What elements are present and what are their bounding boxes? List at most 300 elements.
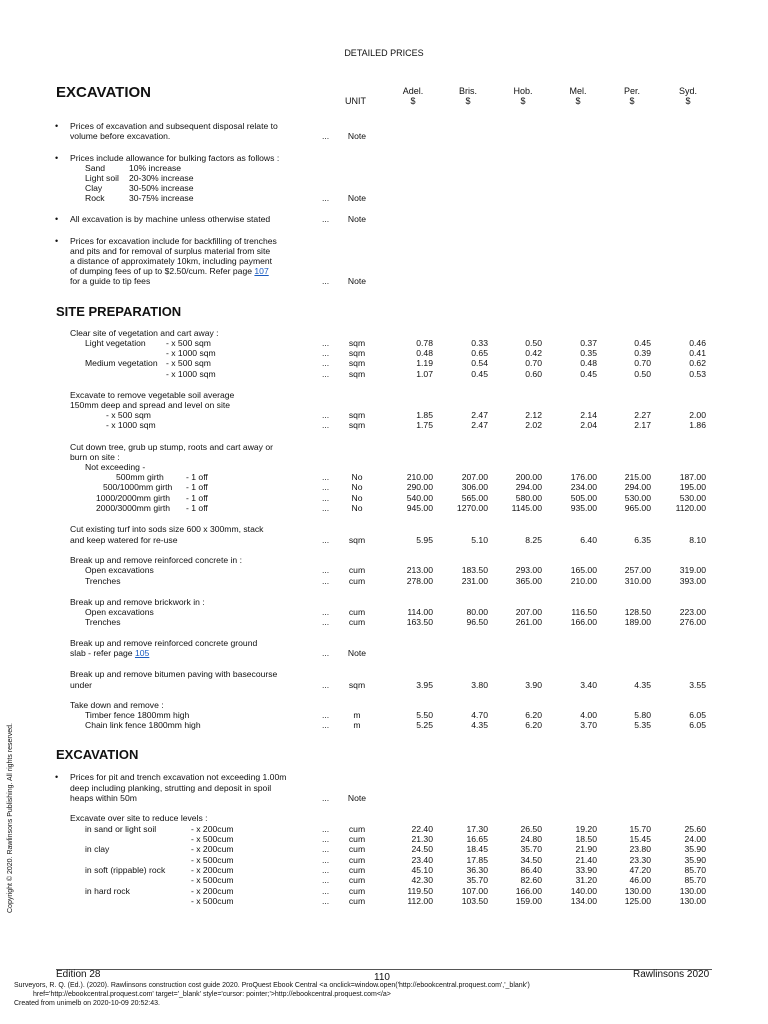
item-qualifier: - x 500 sqm — [166, 338, 211, 348]
price-cell: 25.60 — [684, 824, 706, 834]
brand-label: Rawlinsons 2020 — [633, 969, 710, 980]
unit-cell: Note — [347, 793, 367, 803]
section-heading: SITE PREPARATION — [56, 304, 182, 319]
price-cell: 2.47 — [471, 410, 488, 420]
leader-dots: ... — [322, 896, 330, 906]
price-cell: 3.90 — [525, 680, 542, 690]
price-cell: 257.00 — [624, 565, 651, 575]
price-cell: 24.00 — [684, 834, 706, 844]
price-cell: 294.00 — [624, 482, 651, 492]
item-description: in soft (rippable) rock — [85, 865, 166, 875]
price-cell: 189.00 — [624, 617, 651, 627]
price-cell: 46.00 — [629, 875, 651, 885]
unit-cell: Note — [347, 214, 367, 224]
price-cell: 6.35 — [634, 535, 651, 545]
currency-label: $ — [629, 96, 635, 106]
unit-cell: No — [351, 503, 363, 513]
price-cell: 17.85 — [466, 855, 488, 865]
item-qualifier: - x 1000 sqm — [166, 369, 216, 379]
price-cell: 134.00 — [570, 896, 597, 906]
currency-label: $ — [465, 96, 471, 106]
item-description: of dumping fees of up to $2.50/cum. Refer page 107 — [70, 266, 269, 276]
price-cell: 163.50 — [406, 617, 433, 627]
city-column-header: Syd. — [678, 86, 697, 96]
item-description: Prices of excavation and subsequent disposal relate to — [70, 121, 278, 131]
price-cell: 4.70 — [471, 710, 488, 720]
price-cell: 125.00 — [624, 896, 651, 906]
item-description: in clay — [85, 844, 110, 854]
price-cell: 207.00 — [461, 472, 488, 482]
unit-cell: Note — [347, 276, 367, 286]
price-cell: 6.20 — [525, 710, 542, 720]
unit-cell: cum — [348, 576, 366, 586]
item-description: and keep watered for re-use — [70, 535, 178, 545]
price-cell: 187.00 — [679, 472, 706, 482]
item-description: Open excavations — [85, 607, 154, 617]
price-cell: 116.50 — [571, 607, 597, 617]
unit-cell: m — [353, 720, 361, 730]
price-cell: 207.00 — [515, 607, 542, 617]
leader-dots: ... — [322, 617, 330, 627]
price-cell: 45.10 — [411, 865, 433, 875]
item-qualifier: - x 500cum — [191, 834, 234, 844]
unit-cell: sqm — [348, 420, 366, 430]
leader-dots: ... — [322, 607, 330, 617]
leader-dots: ... — [322, 420, 330, 430]
price-cell: 213.00 — [406, 565, 433, 575]
leader-dots: ... — [322, 193, 330, 203]
price-cell: 4.35 — [634, 680, 651, 690]
price-cell: 3.40 — [580, 680, 597, 690]
price-cell: 0.42 — [525, 348, 542, 358]
price-cell: 6.40 — [580, 535, 597, 545]
price-cell: 86.40 — [520, 865, 542, 875]
price-cell: 261.00 — [515, 617, 542, 627]
price-cell: 23.30 — [629, 855, 651, 865]
price-cell: 319.00 — [679, 565, 706, 575]
leader-dots: ... — [322, 576, 330, 586]
price-cell: 130.00 — [679, 886, 706, 896]
page-reference-link[interactable]: 105 — [134, 648, 150, 658]
price-cell: 23.40 — [411, 855, 433, 865]
price-cell: 0.54 — [471, 358, 488, 368]
bullet-icon: • — [55, 236, 59, 246]
price-cell: 112.00 — [407, 896, 433, 906]
price-cell: 159.00 — [515, 896, 542, 906]
leader-dots: ... — [322, 648, 330, 658]
price-cell: 119.50 — [407, 886, 433, 896]
price-cell: 0.53 — [689, 369, 706, 379]
item-qualifier: - 1 off — [186, 493, 208, 503]
unit-cell: cum — [348, 617, 366, 627]
citation-line-1: Surveyors, R. Q. (Ed.). (2020). Rawlinsons construction cost guide 2020. ProQuest Ebook Central <a onclick=window.open('http://ebookcentral.proquest.com','_blank') — [14, 982, 530, 989]
unit-cell: cum — [348, 565, 366, 575]
leader-dots: ... — [322, 886, 330, 896]
item-qualifier: - x 500cum — [191, 875, 234, 885]
item-description: Medium vegetation — [85, 358, 158, 368]
leader-dots: ... — [322, 493, 330, 503]
item-description: in hard rock — [85, 886, 130, 896]
price-cell: 35.90 — [684, 855, 706, 865]
leader-dots: ... — [322, 369, 330, 379]
price-cell: 6.05 — [689, 710, 706, 720]
price-cell: 5.50 — [416, 710, 433, 720]
leader-dots: ... — [322, 855, 330, 865]
edition-label: Edition 28 — [56, 969, 101, 980]
price-cell: 165.00 — [570, 565, 597, 575]
price-cell: 200.00 — [515, 472, 542, 482]
currency-label: $ — [410, 96, 416, 106]
section-heading: EXCAVATION — [56, 84, 152, 101]
price-cell: 0.70 — [634, 358, 651, 368]
leader-dots: ... — [322, 276, 330, 286]
leader-dots: ... — [322, 710, 330, 720]
price-cell: 965.00 — [624, 503, 651, 513]
price-cell: 5.95 — [416, 535, 433, 545]
price-cell: 231.00 — [461, 576, 488, 586]
price-cell: 21.90 — [575, 844, 597, 854]
city-column-header: Bris. — [459, 86, 477, 96]
item-description: - x 1000 sqm — [106, 420, 156, 430]
item-qualifier: - 1 off — [186, 482, 208, 492]
price-cell: 0.50 — [525, 338, 542, 348]
price-cell: 18.50 — [575, 834, 597, 844]
item-description: 500mm girth — [116, 472, 164, 482]
price-cell: 1.19 — [416, 358, 433, 368]
leader-dots: ... — [322, 472, 330, 482]
price-cell: 4.35 — [471, 720, 488, 730]
price-cell: 103.50 — [461, 896, 488, 906]
unit-cell: cum — [348, 896, 366, 906]
price-cell: 2.27 — [634, 410, 651, 420]
price-cell: 195.00 — [679, 482, 706, 492]
price-cell: 176.00 — [570, 472, 597, 482]
item-description: Excavate to remove vegetable soil average — [70, 390, 235, 400]
item-description: for a guide to tip fees — [70, 276, 151, 286]
city-column-header: Per. — [623, 86, 640, 96]
leader-dots: ... — [322, 565, 330, 575]
unit-cell: cum — [348, 865, 366, 875]
price-cell: 31.20 — [575, 875, 597, 885]
price-cell: 34.50 — [520, 855, 542, 865]
price-cell: 35.90 — [684, 844, 706, 854]
price-cell: 140.00 — [570, 886, 597, 896]
price-cell: 0.33 — [471, 338, 488, 348]
city-column-header: Hob. — [513, 86, 533, 96]
price-cell: 0.62 — [689, 358, 706, 368]
copyright-sidebar: Copyright © 2020. Rawlinsons Publishing. All rights reserved. — [7, 723, 14, 913]
leader-dots: ... — [322, 875, 330, 885]
price-cell: 42.30 — [411, 875, 433, 885]
item-description: Sand — [85, 163, 106, 173]
leader-dots: ... — [322, 720, 330, 730]
price-cell: 276.00 — [679, 617, 706, 627]
price-cell: 96.50 — [466, 617, 488, 627]
item-description: Excavate over site to reduce levels : — [70, 813, 208, 823]
currency-label: $ — [520, 96, 526, 106]
currency-label: $ — [685, 96, 691, 106]
price-cell: 1.75 — [416, 420, 433, 430]
price-cell: 0.48 — [580, 358, 597, 368]
price-cell: 114.00 — [407, 607, 433, 617]
price-cell: 1.85 — [416, 410, 433, 420]
price-cell: 8.25 — [525, 535, 542, 545]
price-cell: 306.00 — [461, 482, 488, 492]
item-description: All excavation is by machine unless otherwise stated — [70, 214, 271, 224]
price-cell: 19.20 — [575, 824, 597, 834]
price-cell: 223.00 — [679, 607, 706, 617]
leader-dots: ... — [322, 865, 330, 875]
unit-cell: Note — [347, 131, 367, 141]
item-description: under — [70, 680, 92, 690]
price-cell: 0.60 — [525, 369, 542, 379]
price-cell: 580.00 — [515, 493, 542, 503]
price-cell: 18.45 — [466, 844, 488, 854]
leader-dots: ... — [322, 824, 330, 834]
item-qualifier: - 1 off — [186, 472, 208, 482]
price-cell: 3.55 — [689, 680, 706, 690]
item-description: burn on site : — [70, 452, 120, 462]
leader-dots: ... — [322, 793, 330, 803]
unit-cell: sqm — [348, 348, 366, 358]
price-cell: 80.00 — [466, 607, 488, 617]
unit-cell: sqm — [348, 535, 366, 545]
leader-dots: ... — [322, 680, 330, 690]
unit-cell: cum — [348, 855, 366, 865]
section-heading: EXCAVATION — [56, 747, 139, 762]
item-description: 150mm deep and spread and level on site — [70, 400, 231, 410]
price-cell: 0.45 — [471, 369, 488, 379]
price-cell: 2.00 — [689, 410, 706, 420]
price-cell: 0.50 — [634, 369, 651, 379]
price-cell: 82.60 — [520, 875, 542, 885]
price-cell: 128.50 — [624, 607, 651, 617]
item-description: Clay — [85, 183, 103, 193]
leader-dots: ... — [322, 410, 330, 420]
price-cell: 293.00 — [515, 565, 542, 575]
leader-dots: ... — [322, 131, 330, 141]
price-cell: 5.25 — [416, 720, 433, 730]
price-cell: 215.00 — [624, 472, 651, 482]
price-cell: 1145.00 — [511, 503, 542, 513]
price-cell: 5.80 — [634, 710, 651, 720]
unit-cell: No — [351, 472, 363, 482]
bullet-icon: • — [55, 121, 59, 131]
price-cell: 21.30 — [411, 834, 433, 844]
item-description: Rock — [85, 193, 105, 203]
price-cell: 26.50 — [520, 824, 542, 834]
price-cell: 0.70 — [525, 358, 542, 368]
unit-cell: sqm — [348, 680, 366, 690]
item-qualifier: - x 500 sqm — [166, 358, 211, 368]
unit-cell: sqm — [348, 369, 366, 379]
item-description: Cut existing turf into sods size 600 x 300mm, stack — [70, 524, 264, 534]
item-description: Light vegetation — [85, 338, 146, 348]
price-cell: 365.00 — [515, 576, 542, 586]
item-description: Break up and remove reinforced concrete ground — [70, 638, 258, 648]
unit-cell: sqm — [348, 358, 366, 368]
item-qualifier: - 1 off — [186, 503, 208, 513]
unit-cell: cum — [348, 844, 366, 854]
price-cell: 2.47 — [471, 420, 488, 430]
item-description: deep including planking, strutting and deposit in spoil — [70, 783, 272, 793]
price-cell: 2.14 — [580, 410, 597, 420]
price-cell: 310.00 — [624, 576, 651, 586]
price-cell: 2.04 — [580, 420, 597, 430]
item-description: 500/1000mm girth — [103, 482, 173, 492]
item-qualifier: 30-75% increase — [129, 193, 194, 203]
price-cell: 15.70 — [629, 824, 651, 834]
bullet-icon: • — [55, 214, 59, 224]
page-reference-link[interactable]: 107 — [254, 266, 269, 276]
price-cell: 24.80 — [520, 834, 542, 844]
unit-cell: cum — [348, 607, 366, 617]
leader-dots: ... — [322, 348, 330, 358]
item-description: volume before excavation. — [70, 131, 171, 141]
leader-dots: ... — [322, 214, 330, 224]
leader-dots: ... — [322, 482, 330, 492]
price-cell: 85.70 — [684, 875, 706, 885]
item-description: 2000/3000mm girth — [96, 503, 171, 513]
citation-line-2: href='http://ebookcentral.proquest.com' target='_blank' style='cursor: pointer;'>http://ebookcentral.proquest.com</a> — [33, 991, 391, 998]
price-cell: 166.00 — [515, 886, 542, 896]
price-cell: 0.37 — [580, 338, 597, 348]
price-cell: 8.10 — [689, 535, 706, 545]
price-cell: 166.00 — [570, 617, 597, 627]
item-description: Break up and remove brickwork in : — [70, 597, 205, 607]
unit-cell: No — [351, 493, 363, 503]
price-cell: 130.00 — [624, 886, 651, 896]
unit-column-header: UNIT — [345, 96, 366, 106]
item-qualifier: - x 200cum — [191, 844, 234, 854]
price-cell: 183.50 — [461, 565, 488, 575]
item-description: 1000/2000mm girth — [96, 493, 171, 503]
item-description: Trenches — [85, 576, 121, 586]
price-cell: 935.00 — [570, 503, 597, 513]
item-description: and pits and for removal of surplus material from site — [70, 246, 271, 256]
price-cell: 945.00 — [406, 503, 433, 513]
price-cell: 530.00 — [624, 493, 651, 503]
price-cell: 36.30 — [466, 865, 488, 875]
leader-dots: ... — [322, 338, 330, 348]
price-cell: 1270.00 — [456, 503, 488, 513]
citation-line-3: Created from unimelb on 2020-10-09 20:52:43. — [14, 1000, 160, 1007]
item-qualifier: - x 200cum — [191, 886, 234, 896]
price-cell: 393.00 — [679, 576, 706, 586]
unit-cell: cum — [348, 834, 366, 844]
price-cell: 0.46 — [689, 338, 706, 348]
item-description: Chain link fence 1800mm high — [85, 720, 201, 730]
price-cell: 16.65 — [466, 834, 488, 844]
leader-dots: ... — [322, 503, 330, 513]
unit-cell: cum — [348, 824, 366, 834]
leader-dots: ... — [322, 834, 330, 844]
city-column-header: Mel. — [569, 86, 587, 96]
price-cell: 530.00 — [679, 493, 706, 503]
item-qualifier: 20-30% increase — [129, 173, 194, 183]
item-description: a distance of approximately 10km, including payment — [70, 256, 273, 266]
item-description: Break up and remove bitumen paving with basecourse — [70, 669, 278, 679]
item-description: Timber fence 1800mm high — [85, 710, 190, 720]
price-cell: 210.00 — [570, 576, 597, 586]
price-cell: 5.10 — [471, 535, 488, 545]
leader-dots: ... — [322, 535, 330, 545]
price-cell: 0.48 — [416, 348, 433, 358]
price-cell: 0.41 — [689, 348, 706, 358]
price-cell: 0.65 — [471, 348, 488, 358]
item-qualifier: 10% increase — [129, 163, 182, 173]
item-description: Take down and remove : — [70, 700, 164, 710]
price-cell: 0.35 — [580, 348, 597, 358]
price-cell: 5.35 — [634, 720, 651, 730]
item-description: Light soil — [85, 173, 119, 183]
currency-label: $ — [575, 96, 581, 106]
price-cell: 35.70 — [466, 875, 488, 885]
price-cell: 33.90 — [575, 865, 597, 875]
price-cell: 6.20 — [525, 720, 542, 730]
price-cell: 540.00 — [406, 493, 433, 503]
price-cell: 6.05 — [689, 720, 706, 730]
price-cell: 290.00 — [406, 482, 433, 492]
price-cell: 1.07 — [416, 369, 433, 379]
item-qualifier: - x 500cum — [191, 855, 234, 865]
item-description: Break up and remove reinforced concrete in : — [70, 555, 242, 565]
unit-cell: sqm — [348, 338, 366, 348]
price-cell: 2.02 — [525, 420, 542, 430]
item-qualifier: - x 1000 sqm — [166, 348, 216, 358]
price-cell: 2.17 — [634, 420, 651, 430]
price-cell: 22.40 — [411, 824, 433, 834]
price-cell: 0.78 — [416, 338, 433, 348]
item-description: Not exceeding - — [85, 462, 146, 472]
item-description: Prices for pit and trench excavation not exceeding 1.00m — [70, 772, 287, 782]
page-title: DETAILED PRICES — [344, 48, 424, 58]
unit-cell: Note — [347, 193, 367, 203]
unit-cell: Note — [347, 648, 367, 658]
price-cell: 15.45 — [629, 834, 651, 844]
item-qualifier: 30-50% increase — [129, 183, 194, 193]
item-description: slab - refer page 105 — [70, 648, 150, 658]
unit-cell: m — [353, 710, 361, 720]
item-qualifier: - x 200cum — [191, 824, 234, 834]
price-cell: 4.00 — [580, 710, 597, 720]
price-cell: 278.00 — [406, 576, 433, 586]
item-description: - x 500 sqm — [106, 410, 151, 420]
item-description: Prices for excavation include for backfilling of trenches — [70, 236, 277, 246]
bullet-icon: • — [55, 153, 59, 163]
item-description: in sand or light soil — [85, 824, 157, 834]
price-cell: 130.00 — [679, 896, 706, 906]
price-cell: 17.30 — [466, 824, 488, 834]
footer-rule — [56, 969, 712, 970]
page-number: 110 — [374, 972, 390, 983]
item-qualifier: - x 500cum — [191, 896, 234, 906]
city-column-header: Adel. — [402, 86, 424, 96]
item-description: heaps within 50m — [70, 793, 137, 803]
item-qualifier: - x 200cum — [191, 865, 234, 875]
price-cell: 505.00 — [570, 493, 597, 503]
price-cell: 0.45 — [634, 338, 651, 348]
price-cell: 2.12 — [525, 410, 542, 420]
price-cell: 23.80 — [629, 844, 651, 854]
leader-dots: ... — [322, 844, 330, 854]
price-cell: 0.39 — [634, 348, 651, 358]
leader-dots: ... — [322, 358, 330, 368]
price-cell: 3.70 — [580, 720, 597, 730]
price-cell: 565.00 — [461, 493, 488, 503]
price-cell: 24.50 — [411, 844, 433, 854]
item-description: Cut down tree, grub up stump, roots and cart away or — [70, 442, 274, 452]
